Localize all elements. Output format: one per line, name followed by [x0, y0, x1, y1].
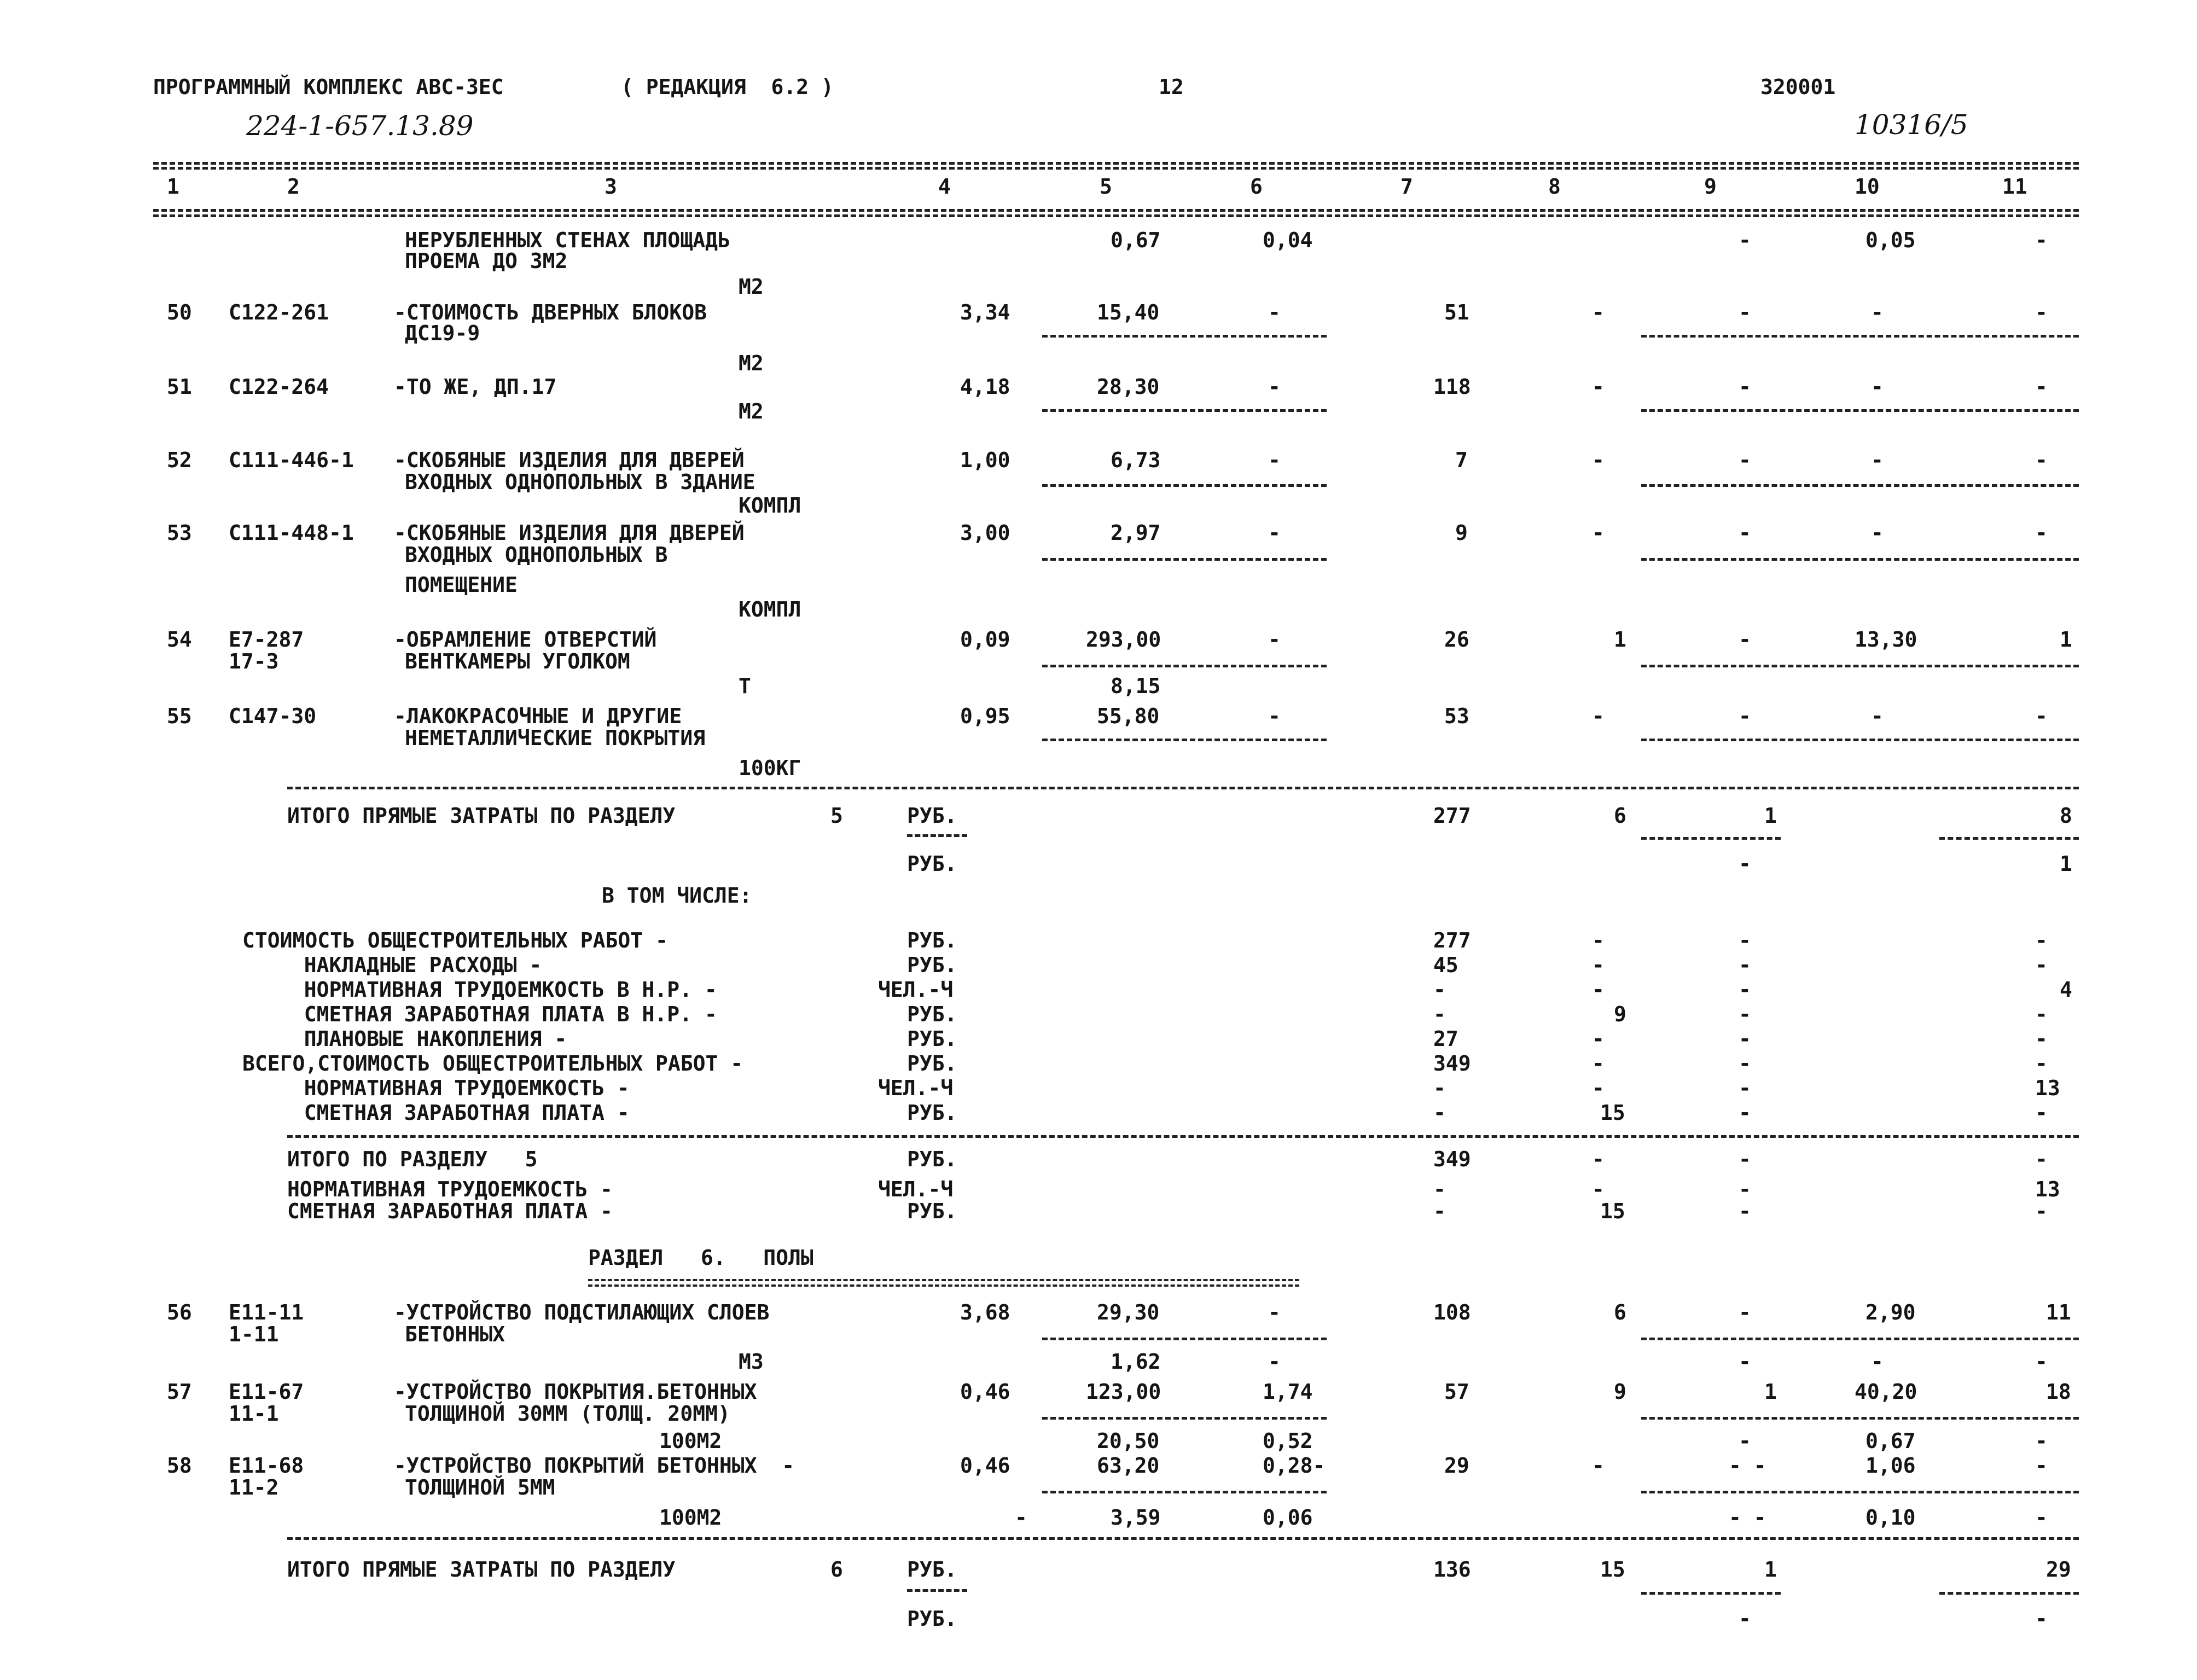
cell-c4: 0,46 [960, 1454, 1010, 1478]
program-name: ПРОГРАММНЫЙ КОМПЛЕКС АВС-ЗЕС [153, 75, 504, 99]
item-description: ВЕНТКАМЕРЫ УГОЛКОМ [405, 649, 630, 673]
cell-c8: - [1592, 375, 1605, 399]
cell-c8: - [1592, 300, 1605, 324]
cell-c8: 9 [1614, 1002, 1626, 1026]
price-code: С122-264 [229, 375, 329, 399]
divider [153, 214, 2079, 217]
cell-c5-secondary: 20,50 [1097, 1429, 1160, 1453]
cell-c5: 0,67 [1111, 228, 1161, 252]
summary-unit: РУБ. [907, 1147, 957, 1171]
cell-c6: 1,74 [1263, 1380, 1313, 1404]
cell-c6-secondary: - [1268, 1350, 1281, 1374]
divider [1042, 409, 1327, 412]
cell-c7: 277 [1433, 928, 1471, 952]
summary-unit: РУБ. [907, 1199, 957, 1223]
cell-c8: - [1592, 928, 1605, 952]
cell-c7: 29 [1444, 1454, 1469, 1478]
item-description: НЕМЕТАЛЛИЧЕСКИЕ ПОКРЫТИЯ [405, 726, 706, 750]
item-unit: 100КГ [739, 756, 801, 780]
section-title-underline [588, 1279, 1299, 1287]
divider [1939, 837, 2079, 840]
summary-unit: ЧЕЛ.-Ч [878, 1076, 954, 1100]
item-description: -СКОБЯНЫЕ ИЗДЕЛИЯ ДЛЯ ДВЕРЕЙ [394, 448, 745, 472]
summary-label: ИТОГО ПРЯМЫЕ ЗАТРАТЫ ПО РАЗДЕЛУ [287, 804, 676, 828]
cell-c11-secondary: - [2035, 1607, 2048, 1631]
cell-c9: - [1739, 300, 1751, 324]
cell-c7: - [1433, 1199, 1446, 1223]
divider [1042, 1338, 1327, 1340]
cell-c7: 9 [1455, 521, 1468, 545]
divider [1641, 484, 2079, 487]
cell-c4: 0,95 [960, 704, 1010, 728]
cell-c7: 108 [1433, 1300, 1471, 1324]
divider [1042, 335, 1327, 338]
item-description: ДС19-9 [405, 321, 480, 345]
document-code: 320001 [1760, 75, 1836, 99]
row-number: 54 [167, 627, 192, 652]
summary-label: СМЕТНАЯ ЗАРАБОТНАЯ ПЛАТА - [279, 1101, 630, 1125]
row-number: 57 [167, 1380, 192, 1404]
price-code: Е11-11 [229, 1300, 304, 1324]
divider [1641, 739, 2079, 741]
price-code: Е11-67 [229, 1380, 304, 1404]
cell-c5: 123,00 [1086, 1380, 1161, 1404]
cell-c9: - [1739, 1199, 1751, 1223]
row-number: 58 [167, 1454, 192, 1478]
divider [1641, 335, 2079, 338]
divider [1641, 1592, 1781, 1595]
column-header: 10 [1855, 175, 1880, 199]
item-unit: М2 [739, 351, 764, 375]
summary-unit: РУБ. [907, 1051, 957, 1076]
item-description: ТОЛЩИНОЙ 30ММ (ТОЛЩ. 20ММ) [405, 1402, 730, 1426]
cell-c5: 55,80 [1097, 704, 1160, 728]
cell-c11: - [2035, 928, 2048, 952]
item-description: ТОЛЩИНОЙ 5ММ [405, 1475, 555, 1499]
cell-c11: 8 [2060, 804, 2072, 828]
cell-c8: 15 [1600, 1557, 1625, 1582]
item-unit: Т [739, 674, 751, 698]
cell-c5-secondary: 3,59 [1111, 1505, 1161, 1530]
summary-label: СМЕТНАЯ ЗАРАБОТНАЯ ПЛАТА В Н.Р. - [279, 1002, 717, 1026]
column-header: 9 [1704, 175, 1717, 199]
cell-c7: 349 [1433, 1051, 1471, 1076]
divider [287, 787, 2079, 789]
cell-c7: 118 [1433, 375, 1471, 399]
cell-c7: 7 [1455, 448, 1468, 472]
price-code: С147-30 [229, 704, 317, 728]
item-unit: 100М2 [659, 1505, 722, 1530]
cell-c7: - [1433, 1177, 1446, 1201]
item-description: -УСТРОЙСТВО ПОКРЫТИЯ.БЕТОННЫХ [394, 1380, 757, 1404]
cell-c6: - [1268, 448, 1281, 472]
divider [1042, 484, 1327, 487]
cell-c4: 4,18 [960, 375, 1010, 399]
column-header: 1 [167, 175, 179, 199]
divider [1641, 837, 1781, 840]
summary-unit: РУБ. [907, 1557, 957, 1582]
cell-c4-secondary: - [1015, 1505, 1027, 1530]
item-description: -УСТРОЙСТВО ПОКРЫТИЙ БЕТОННЫХ - [394, 1454, 795, 1478]
cell-c8: 9 [1614, 1380, 1626, 1404]
cell-c8: - [1592, 521, 1605, 545]
cell-c11: - [2035, 521, 2048, 545]
cell-c8: - [1592, 1454, 1605, 1478]
summary-unit: ЧЕЛ.-Ч [878, 1177, 954, 1201]
row-number: 53 [167, 521, 192, 545]
item-unit: КОМПЛ [739, 493, 801, 518]
cell-c8: - [1592, 978, 1605, 1002]
divider [1042, 1491, 1327, 1493]
page-number: 12 [1159, 75, 1184, 99]
cell-c9: - [1739, 627, 1751, 652]
price-code: Е7-287 [229, 627, 304, 652]
cell-c7: 53 [1444, 704, 1469, 728]
cell-c10: 13,30 [1855, 627, 1917, 652]
divider [287, 1537, 2079, 1540]
cell-c9: - [1739, 928, 1751, 952]
cell-c5: 293,00 [1086, 627, 1161, 652]
cell-c9: 1 [1764, 1380, 1777, 1404]
item-description: -ЛАКОКРАСОЧНЫЕ И ДРУГИЕ [394, 704, 682, 728]
cell-c7: - [1433, 1002, 1446, 1026]
cell-c6: - [1268, 300, 1281, 324]
cell-c7: 45 [1433, 953, 1458, 977]
item-unit: КОМПЛ [739, 597, 801, 621]
cell-c10: - [1871, 704, 1884, 728]
summary-unit: РУБ. [907, 1607, 957, 1631]
cell-c9: - [1739, 1177, 1751, 1201]
item-unit: 100М2 [659, 1429, 722, 1453]
cell-c10-secondary: - [1871, 1350, 1884, 1374]
cell-c9-secondary: - [1739, 1350, 1751, 1374]
summary-label: ВСЕГО,СТОИМОСТЬ ОБЩЕСТРОИТЕЛЬНЫХ РАБОТ - [242, 1051, 743, 1076]
cell-c11-secondary: - [2035, 1429, 2048, 1453]
cell-c10-secondary: 0,67 [1865, 1429, 1916, 1453]
cell-c8: 15 [1600, 1199, 1625, 1223]
cell-c11: - [2035, 1002, 2048, 1026]
divider [907, 1589, 967, 1592]
cell-c10: 0,05 [1865, 228, 1916, 252]
cell-c6: 0,28- [1263, 1454, 1326, 1478]
cell-c9: - [1739, 375, 1751, 399]
cell-c8: - [1592, 953, 1605, 977]
row-number: 56 [167, 1300, 192, 1324]
cell-c11: - [2035, 448, 2048, 472]
item-description: ВХОДНЫХ ОДНОПОЛЬНЫХ В [405, 543, 668, 567]
cell-c7: 27 [1433, 1027, 1458, 1051]
edition: ( РЕДАКЦИЯ 6.2 ) [621, 75, 834, 99]
cell-c11: 18 [2046, 1380, 2071, 1404]
item-description: ПОМЕЩЕНИЕ [405, 573, 518, 597]
summary-label: СТОИМОСТЬ ОБЩЕСТРОИТЕЛЬНЫХ РАБОТ - [242, 928, 668, 952]
cell-c6: 0,04 [1263, 228, 1313, 252]
cell-c9: - [1739, 1002, 1751, 1026]
cell-c8: - [1592, 1147, 1605, 1171]
column-header: 5 [1100, 175, 1112, 199]
cell-c8: - [1592, 1076, 1605, 1100]
cell-c7: 51 [1444, 300, 1469, 324]
cell-c10: 2,90 [1865, 1300, 1916, 1324]
cell-c11: - [2035, 1051, 2048, 1076]
price-code: 17-3 [229, 649, 279, 673]
cell-c8: 15 [1600, 1101, 1625, 1125]
cell-c11: 1 [2060, 627, 2072, 652]
row-number: 50 [167, 300, 192, 324]
cell-c7: 57 [1444, 1380, 1469, 1404]
cell-c11: - [2035, 1147, 2048, 1171]
cell-c5-secondary: 1,62 [1111, 1350, 1161, 1374]
cell-c7: - [1433, 978, 1446, 1002]
item-description: -СКОБЯНЫЕ ИЗДЕЛИЯ ДЛЯ ДВЕРЕЙ [394, 521, 745, 545]
price-code: 1-11 [229, 1322, 279, 1346]
including-heading: В ТОМ ЧИСЛЕ: [602, 883, 752, 908]
divider [1042, 1417, 1327, 1420]
cell-c4: 3,34 [960, 300, 1010, 324]
item-description: НЕРУБЛЕННЫХ СТЕНАХ ПЛОЩАДЬ [405, 228, 730, 252]
cell-c9: - [1739, 1027, 1751, 1051]
item-description: -ОБРАМЛЕНИЕ ОТВЕРСТИЙ [394, 627, 657, 652]
cell-c4: 0,46 [960, 1380, 1010, 1404]
cell-c5: 28,30 [1097, 375, 1160, 399]
cell-c8: - [1592, 704, 1605, 728]
column-header: 2 [287, 175, 300, 199]
cell-c9-secondary: - [1739, 1429, 1751, 1453]
divider [907, 834, 967, 837]
cell-c10: 40,20 [1855, 1380, 1917, 1404]
cell-c11: 13 [2035, 1076, 2060, 1100]
cell-c11: - [2035, 1199, 2048, 1223]
cell-c11: 4 [2060, 978, 2072, 1002]
cell-c9: 1 [1764, 804, 1777, 828]
handwritten-sheet-number: 10316/5 [1855, 109, 1968, 141]
section-title: РАЗДЕЛ 6. ПОЛЫ [588, 1246, 813, 1270]
column-header: 3 [605, 175, 617, 199]
cell-c5-secondary: 8,15 [1111, 674, 1161, 698]
cell-c9: - [1739, 228, 1751, 252]
cell-c10-secondary: 0,10 [1865, 1505, 1916, 1530]
cell-c4: 0,09 [960, 627, 1010, 652]
summary-unit: РУБ. [907, 928, 957, 952]
cell-c11: - [2035, 1454, 2048, 1478]
cell-c9: - [1739, 704, 1751, 728]
item-unit: М2 [739, 275, 764, 299]
summary-label: ИТОГО ПО РАЗДЕЛУ 5 [287, 1147, 538, 1171]
divider [1641, 409, 2079, 412]
column-header: 6 [1250, 175, 1263, 199]
cell-c4: 3,00 [960, 521, 1010, 545]
cell-c9: - [1739, 978, 1751, 1002]
cell-c9: - [1739, 1076, 1751, 1100]
cell-c11: - [2035, 1027, 2048, 1051]
price-code: 11-2 [229, 1475, 279, 1499]
cell-c11: - [2035, 1101, 2048, 1125]
summary-unit: РУБ. [907, 953, 957, 977]
divider [153, 162, 2079, 165]
cell-c7: - [1433, 1076, 1446, 1100]
cell-c10: - [1871, 521, 1884, 545]
section-number: 5 [830, 804, 843, 828]
cell-c8: 1 [1614, 627, 1626, 652]
item-description: БЕТОННЫХ [405, 1322, 505, 1346]
summary-label: НОРМАТИВНАЯ ТРУДОЕМКОСТЬ - [287, 1177, 613, 1201]
summary-label: НОРМАТИВНАЯ ТРУДОЕМКОСТЬ В Н.Р. - [279, 978, 717, 1002]
column-header: 7 [1400, 175, 1413, 199]
divider [1641, 1491, 2079, 1493]
cell-c11: - [2035, 375, 2048, 399]
cell-c8: 6 [1614, 804, 1626, 828]
item-description: ПРОЕМА ДО 3М2 [405, 249, 568, 273]
cell-c6: - [1268, 375, 1281, 399]
price-code: Е11-68 [229, 1454, 304, 1478]
item-unit: М2 [739, 399, 764, 423]
cell-c7: 136 [1433, 1557, 1471, 1582]
divider [1641, 1417, 2079, 1420]
cell-c5: 15,40 [1097, 300, 1160, 324]
cell-c4: 3,68 [960, 1300, 1010, 1324]
cell-c11-secondary: - [2035, 1505, 2048, 1530]
summary-label: НАКЛАДНЫЕ РАСХОДЫ - [279, 953, 542, 977]
divider [1042, 739, 1327, 741]
item-description: -УСТРОЙСТВО ПОДСТИЛАЮЩИХ СЛОЕВ [394, 1300, 770, 1324]
item-description: -ТО ЖЕ, ДП.17 [394, 375, 557, 399]
cell-c9: - [1739, 953, 1751, 977]
divider [1641, 1338, 2079, 1340]
cell-c9: - [1739, 521, 1751, 545]
cell-c9: - [1739, 1051, 1751, 1076]
cell-c11: 29 [2046, 1557, 2071, 1582]
cell-c11: - [2035, 300, 2048, 324]
summary-unit: РУБ. [907, 1002, 957, 1026]
cell-c9: 1 [1764, 1557, 1777, 1582]
cell-c9-secondary: - - [1729, 1505, 1766, 1530]
summary-unit: РУБ. [907, 1101, 957, 1125]
cell-c11-secondary: 1 [2060, 852, 2072, 876]
divider [287, 1135, 2079, 1138]
cell-c9-secondary: - [1739, 852, 1751, 876]
cell-c10: - [1871, 300, 1884, 324]
summary-label: НОРМАТИВНАЯ ТРУДОЕМКОСТЬ - [279, 1076, 630, 1100]
column-header: 4 [938, 175, 951, 199]
cell-c5: 2,97 [1111, 521, 1161, 545]
cell-c7: 26 [1444, 627, 1469, 652]
cell-c11: 13 [2035, 1177, 2060, 1201]
price-code: 11-1 [229, 1402, 279, 1426]
summary-label: ПЛАНОВЫЕ НАКОПЛЕНИЯ - [279, 1027, 567, 1051]
summary-unit: РУБ. [907, 1027, 957, 1051]
cell-c8: - [1592, 448, 1605, 472]
summary-label: ИТОГО ПРЯМЫЕ ЗАТРАТЫ ПО РАЗДЕЛУ [287, 1557, 676, 1582]
cell-c5: 6,73 [1111, 448, 1161, 472]
divider [1939, 1592, 2079, 1595]
divider [1641, 665, 2079, 667]
cell-c6: - [1268, 1300, 1281, 1324]
divider [1042, 665, 1327, 667]
divider [153, 167, 2079, 170]
item-unit: М3 [739, 1350, 764, 1374]
divider [1042, 558, 1327, 561]
cell-c6-secondary: 0,06 [1263, 1505, 1313, 1530]
cell-c10: - [1871, 375, 1884, 399]
item-description: ВХОДНЫХ ОДНОПОЛЬНЫХ В ЗДАНИЕ [405, 470, 755, 494]
cell-c9: - [1739, 448, 1751, 472]
column-header: 8 [1548, 175, 1561, 199]
price-code: С111-446-1 [229, 448, 354, 472]
cell-c11: 11 [2046, 1300, 2071, 1324]
row-number: 52 [167, 448, 192, 472]
cell-c5: 63,20 [1097, 1454, 1160, 1478]
cell-c11: - [2035, 704, 2048, 728]
price-code: С111-448-1 [229, 521, 354, 545]
cell-c9-secondary: - [1739, 1607, 1751, 1631]
cell-c7: 277 [1433, 804, 1471, 828]
summary-unit: РУБ. [907, 852, 957, 876]
cell-c9: - [1739, 1300, 1751, 1324]
cell-c11-secondary: - [2035, 1350, 2048, 1374]
cell-c9: - [1739, 1101, 1751, 1125]
cell-c6-secondary: 0,52 [1263, 1429, 1313, 1453]
cell-c11: - [2035, 228, 2048, 252]
cell-c5: 29,30 [1097, 1300, 1160, 1324]
cell-c7: - [1433, 1101, 1446, 1125]
row-number: 51 [167, 375, 192, 399]
cell-c4: 1,00 [960, 448, 1010, 472]
row-number: 55 [167, 704, 192, 728]
divider [153, 209, 2079, 212]
divider [1641, 558, 2079, 561]
item-description: -СТОИМОСТЬ ДВЕРНЫХ БЛОКОВ [394, 300, 707, 324]
cell-c6: - [1268, 627, 1281, 652]
cell-c10: - [1871, 448, 1884, 472]
summary-unit: РУБ. [907, 804, 957, 828]
cell-c8: - [1592, 1027, 1605, 1051]
handwritten-project-number: 224-1-657.13.89 [246, 110, 474, 142]
price-code: С122-261 [229, 300, 329, 324]
section-number: 6 [830, 1557, 843, 1582]
summary-unit: ЧЕЛ.-Ч [878, 978, 954, 1002]
cell-c11: - [2035, 953, 2048, 977]
cell-c8: 6 [1614, 1300, 1626, 1324]
summary-label: СМЕТНАЯ ЗАРАБОТНАЯ ПЛАТА - [287, 1199, 613, 1223]
column-header: 11 [2002, 175, 2027, 199]
cell-c10: 1,06 [1865, 1454, 1916, 1478]
cell-c8: - [1592, 1051, 1605, 1076]
cell-c9: - - [1729, 1454, 1766, 1478]
cell-c7: 349 [1433, 1147, 1471, 1171]
cell-c8: - [1592, 1177, 1605, 1201]
cell-c9: - [1739, 1147, 1751, 1171]
cell-c6: - [1268, 521, 1281, 545]
cell-c6: - [1268, 704, 1281, 728]
